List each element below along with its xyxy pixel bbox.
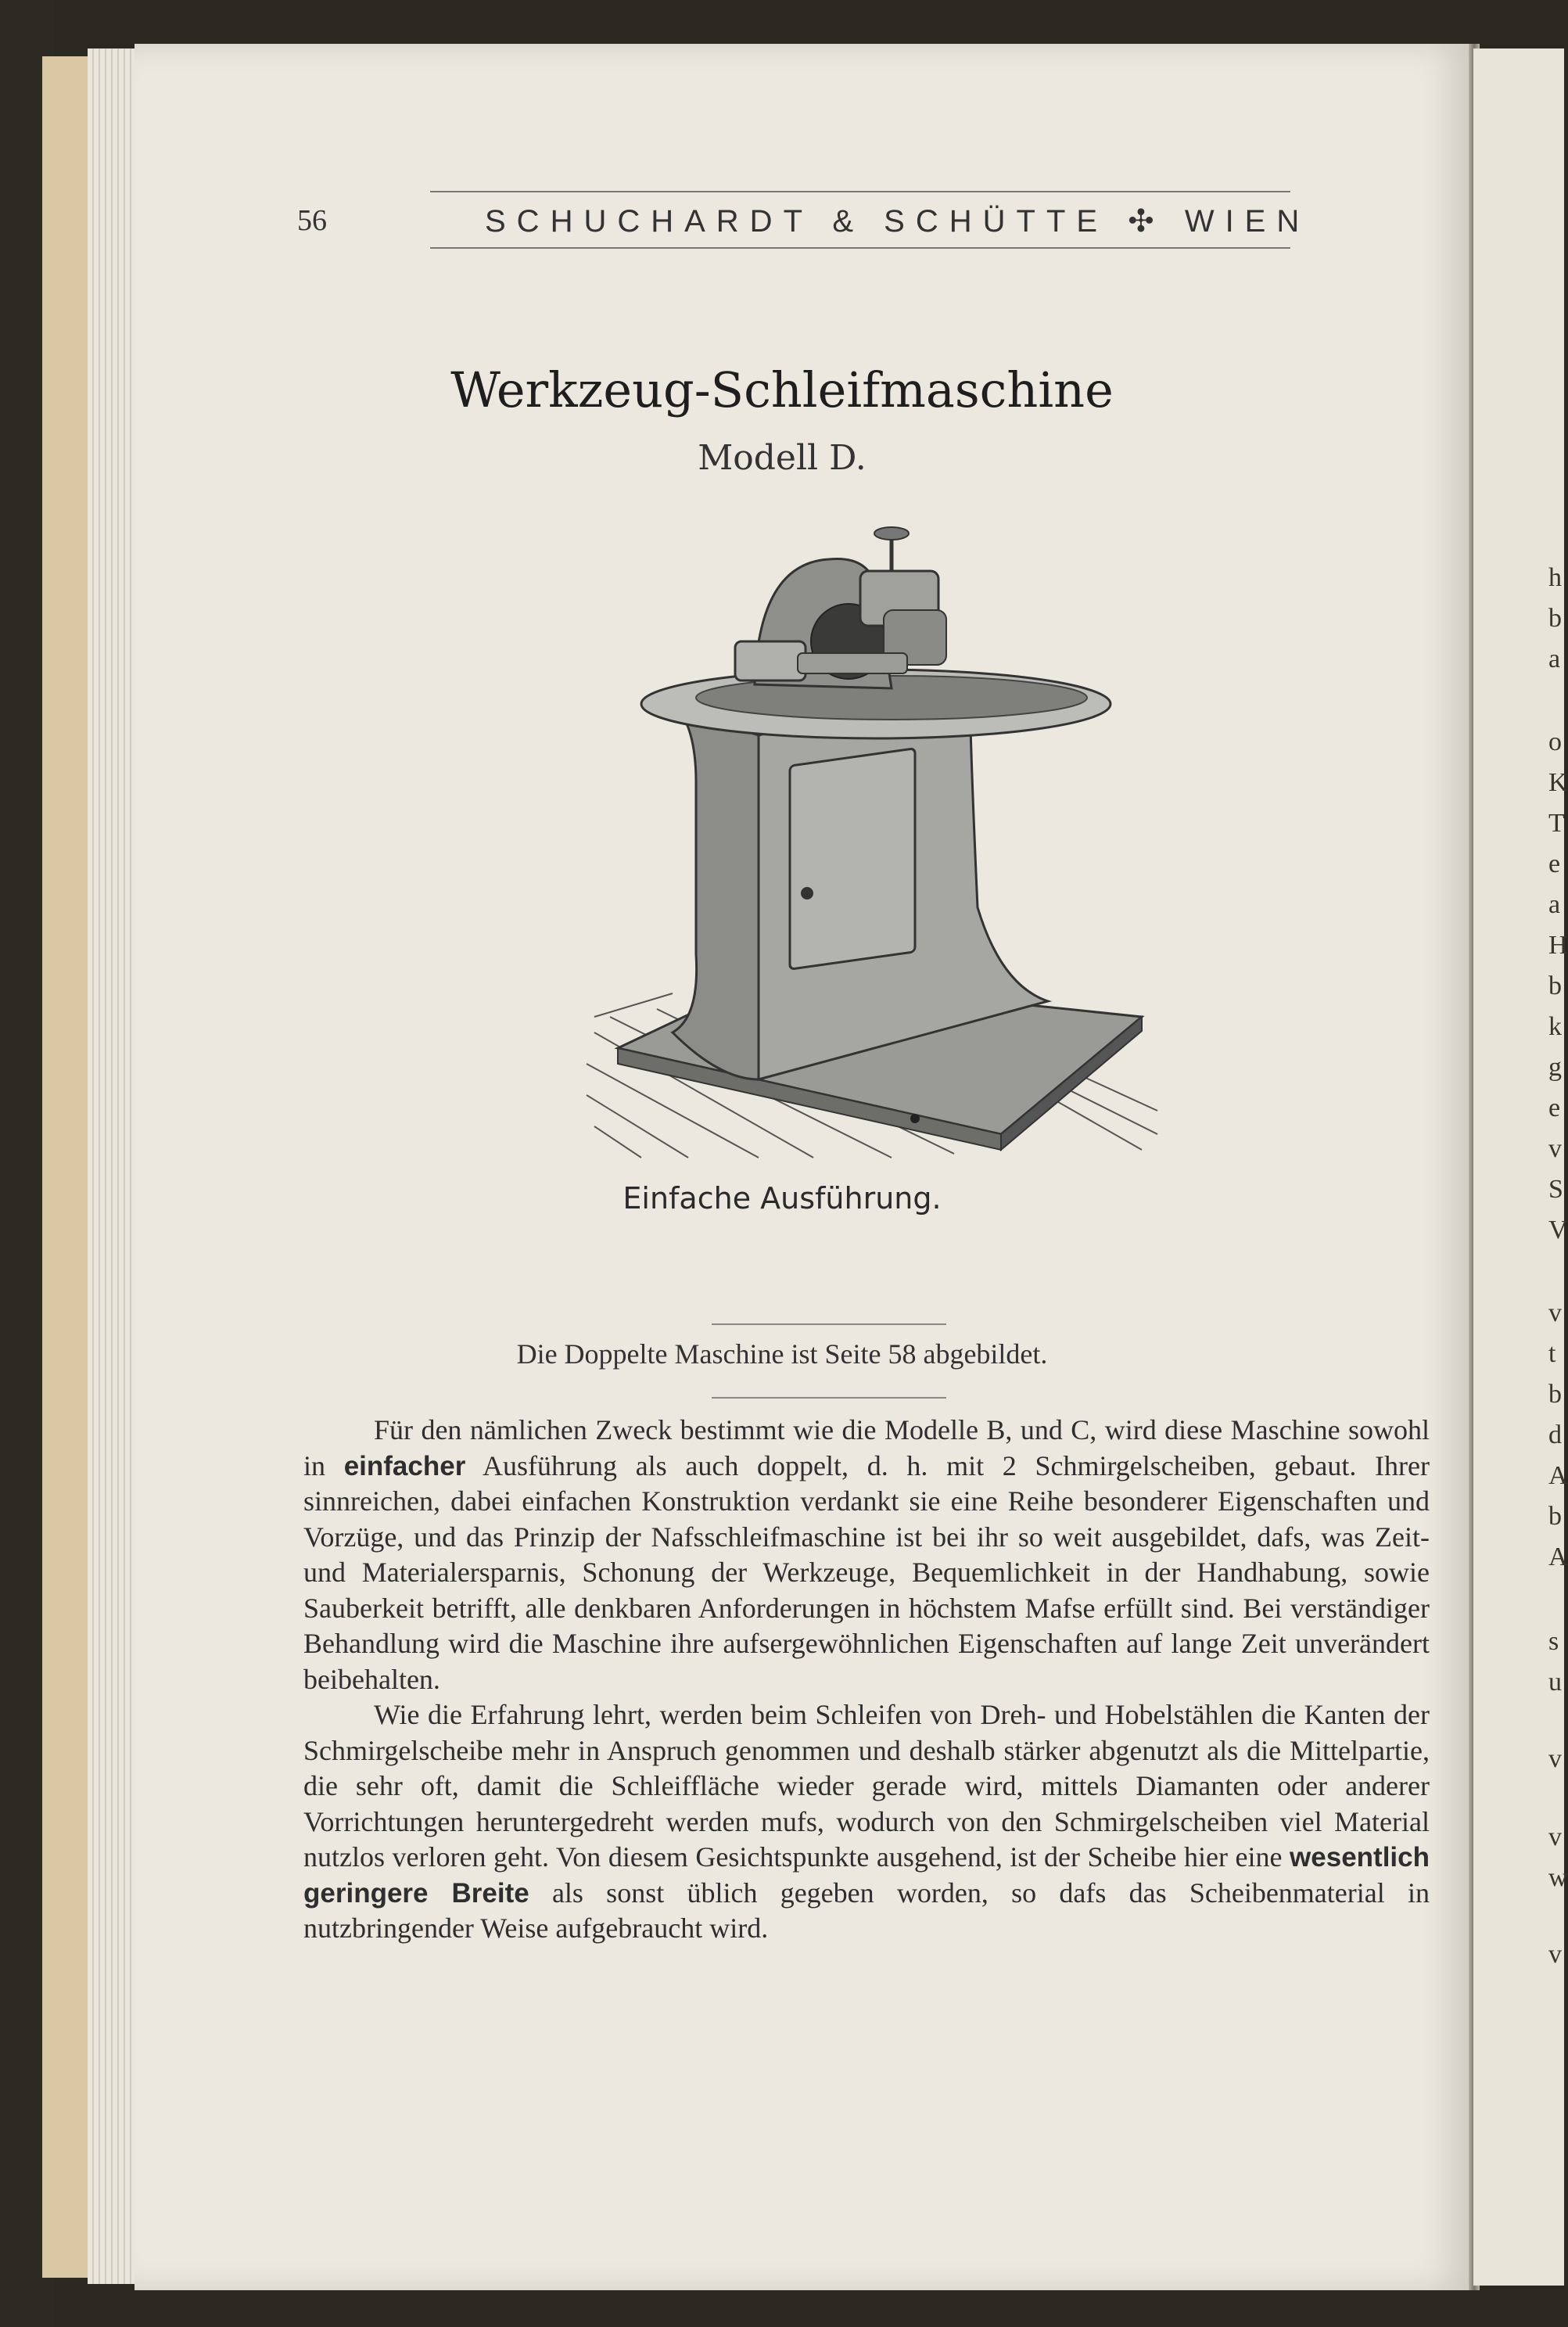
right-page-letter: a: [1548, 645, 1561, 673]
grinding-machine-drawing: [563, 516, 1189, 1189]
right-page-letter: b: [1548, 1502, 1562, 1531]
right-page-letter: v: [1548, 1134, 1562, 1163]
right-page-letter: a: [1548, 890, 1561, 919]
right-page-letter: e: [1548, 849, 1561, 878]
tool-rest: [798, 653, 907, 673]
right-page-letter: A: [1548, 1461, 1568, 1490]
right-page-letter: H: [1548, 931, 1568, 960]
right-page-letter: k: [1548, 1012, 1562, 1041]
paragraph-2-text-b: als sonst üblich gegeben worden, so dafs das Scheibenmaterial in nutzbringender Weise aufgebraucht wird.: [303, 1876, 1430, 1944]
page-header: [297, 188, 1311, 250]
paragraph-1-text-a: Für den nämlichen Zweck bestimmt wie die Modelle B, und C, wird diese Maschine sowohl in: [303, 1414, 1430, 1481]
divider-bottom: [712, 1397, 946, 1399]
paragraph-1-bold: einfacher: [343, 1450, 466, 1481]
paragraph-2: [303, 1697, 1430, 1947]
right-page-letter: v: [1548, 1822, 1562, 1851]
right-page-letter: V: [1548, 1216, 1568, 1244]
machine-illustration: [563, 516, 1189, 1189]
right-page-letter: A: [1548, 1542, 1568, 1571]
page-number: 56: [297, 204, 327, 237]
pedestal-front: [673, 712, 759, 1079]
bolt-hole: [910, 1114, 920, 1123]
paragraph-2-bold: wesentlich geringere Breite: [303, 1842, 1430, 1909]
divider-top: [712, 1323, 946, 1325]
right-page-letter: e: [1548, 1093, 1561, 1122]
right-page-letter: w: [1548, 1863, 1568, 1892]
header-rule-top: [430, 191, 1290, 192]
cross-reference-note: Die Doppelte Maschine ist Seite 58 abgebildet.: [516, 1338, 1048, 1370]
right-page-letter: T: [1548, 809, 1565, 838]
figure-caption: Einfache Ausführung.: [623, 1181, 942, 1216]
right-page-letter: S: [1548, 1175, 1563, 1204]
right-page-letter: v: [1548, 1940, 1562, 1969]
right-page-letter: v: [1548, 1298, 1562, 1327]
paragraph-1: [303, 1413, 1430, 1697]
right-page-letter: u: [1548, 1668, 1562, 1697]
right-page-letter: g: [1548, 1053, 1562, 1082]
right-page-letter: d: [1548, 1420, 1562, 1449]
right-page-letter: b: [1548, 604, 1562, 633]
page-subtitle: Modell D.: [698, 438, 867, 478]
right-page-letter: v: [1548, 1744, 1562, 1773]
right-page-letter: s: [1548, 1627, 1559, 1656]
door-knob: [801, 887, 813, 900]
body-text: [303, 1413, 1430, 1947]
right-page-letter: t: [1548, 1339, 1556, 1368]
running-head: SCHUCHARDT & SCHÜTTE ✣ WIEN: [485, 204, 1311, 239]
access-door: [790, 749, 915, 969]
right-page-letter: b: [1548, 1380, 1562, 1409]
header-rule-bottom: [430, 247, 1290, 249]
page-title: Werkzeug-Schleifmaschine: [450, 361, 1114, 418]
right-page-letter: b: [1548, 971, 1562, 1000]
right-page-letter: h: [1548, 563, 1562, 592]
right-page-letter: o: [1548, 727, 1562, 756]
hand-wheel: [874, 527, 909, 540]
paragraph-2-text-a: Wie die Erfahrung lehrt, werden beim Schleifen von Dreh- und Hobelstählen die Kanten der Schmirgelscheibe mehr in Anspruch genommen und deshalb stärker abgenutzt als die Mittelpartie, die sehr oft, damit die Schleiffläche wieder gerade wird, mittels Diamanten oder anderer Vorrichtungen heruntergedreht werden mufs, wodurch von den Schmirgelscheiben viel Material nutzlos verloren geht. Von diesem Gesichtspunkte ausgehend, ist der Scheibe hier eine: [303, 1699, 1430, 1873]
tool-rest-bracket: [735, 641, 806, 681]
paragraph-1-text-b: Ausführung als auch doppelt, d. h. mit 2 Schmirgelscheiben, gebaut. Ihrer sinnreichen, dabei einfachen Konstruktion verdankt sie eine Reihe besonderer Eigenschaften und Vorzüge, und das Prinzip der Nafsschleifmaschine ist bei ihr so weit ausgebildet, dafs, was Zeit- und Materialersparnis, Schonung der Werkzeuge, Bequemlichkeit in der Handhabung, sowie Sauberkeit betrifft, alle denkbaren Anforderungen in höchstem Mafse erfüllt sind. Bei verständiger Behandlung wird die Maschine ihre aufsergewöhnlichen Eigenschaften auf lange Zeit unverändert beibehalten.: [303, 1449, 1430, 1695]
right-page-letter: K: [1548, 768, 1568, 797]
